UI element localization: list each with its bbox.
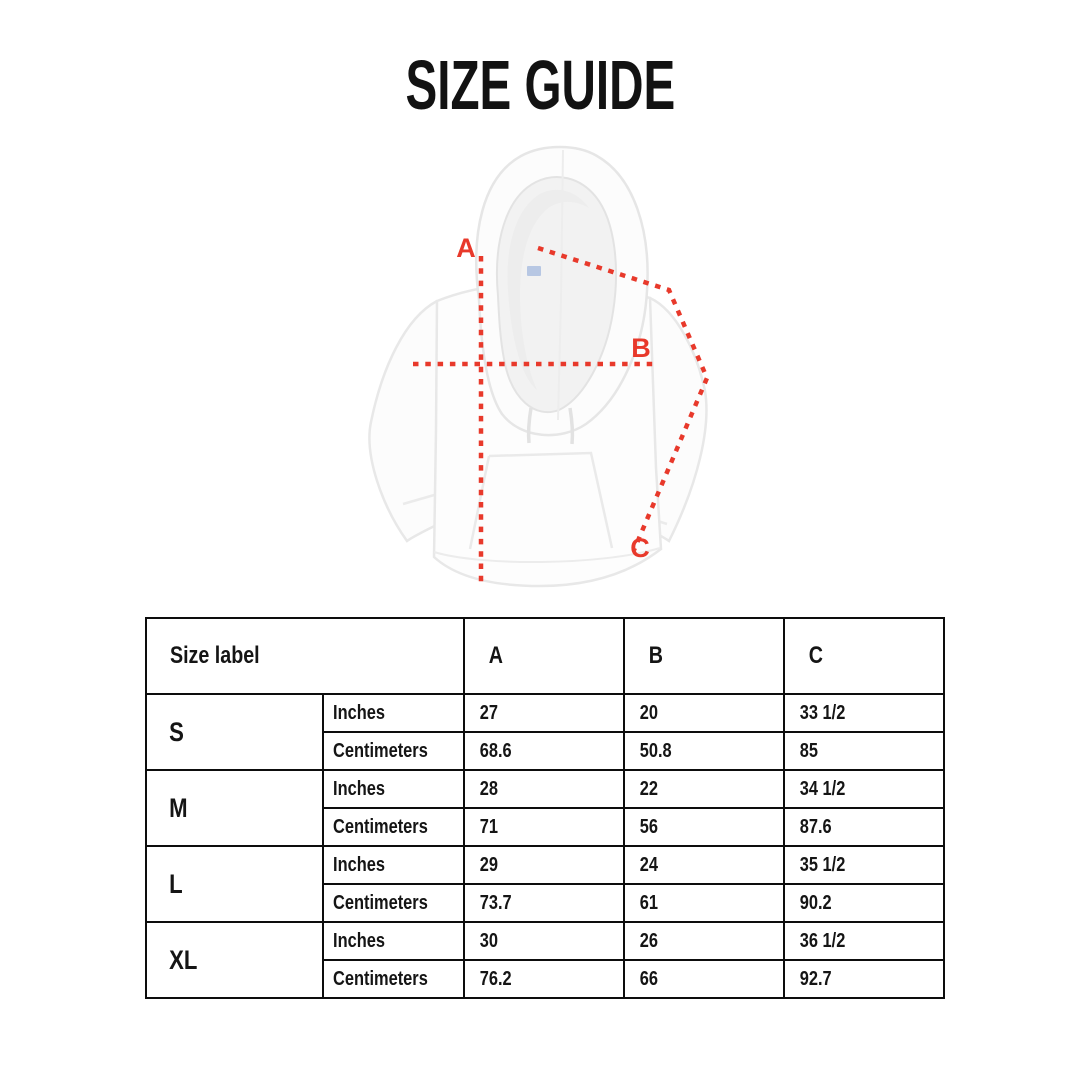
cell-value: 87.6 [799,815,832,838]
page-title-text: SIZE GUIDE [405,46,675,124]
value-cell [464,732,624,770]
cell-value: 26 [639,929,659,952]
unit-label: Inches [333,929,385,952]
cell-value: 29 [479,853,499,876]
value-cell [784,808,944,846]
header-col-c [784,618,944,694]
header-col-a [464,618,624,694]
cell-value: 68.6 [479,739,512,762]
value-cell [464,694,624,732]
value-cell [624,922,784,960]
cell-value: 28 [479,777,499,800]
cell-value: 61 [639,891,659,914]
hoodie-neck-label [527,266,541,276]
cell-value: 50.8 [639,739,672,762]
hoodie-illustration [369,147,706,586]
value-cell [624,732,784,770]
unit-cell [323,694,464,732]
size-label: XL [169,944,198,975]
header-size-label-text: Size label [169,642,260,669]
size-cell-s [146,694,323,770]
unit-label: Inches [333,777,385,800]
value-cell [624,808,784,846]
unit-label: Centimeters [333,739,428,762]
value-cell [784,770,944,808]
header-col-b-text: B [648,642,664,669]
cell-value: 66 [639,967,659,990]
cell-value: 27 [479,701,499,724]
table-row [146,694,944,732]
value-cell [624,884,784,922]
header-col-c-text: C [808,642,824,669]
unit-cell [323,770,464,808]
table-row [146,770,944,808]
unit-cell [323,884,464,922]
unit-label: Centimeters [333,815,428,838]
unit-label: Centimeters [333,967,428,990]
value-cell [624,846,784,884]
cell-value: 24 [639,853,659,876]
value-cell [784,960,944,998]
cell-value: 85 [799,739,819,762]
cell-value: 73.7 [479,891,512,914]
value-cell [464,922,624,960]
value-cell [624,960,784,998]
unit-cell [323,922,464,960]
value-cell [784,922,944,960]
measurement-label-a: A [456,233,476,263]
value-cell [784,732,944,770]
value-cell [464,770,624,808]
measurement-label-c: C [630,533,650,563]
value-cell [464,960,624,998]
value-cell [624,770,784,808]
header-size-label [146,618,464,694]
value-cell [464,846,624,884]
cell-value: 76.2 [479,967,512,990]
value-cell [784,846,944,884]
cell-value: 30 [479,929,499,952]
unit-cell [323,846,464,884]
size-label: M [169,792,188,823]
header-col-b [624,618,784,694]
size-label: S [169,716,184,747]
cell-value: 20 [639,701,659,724]
table-row [146,922,944,960]
unit-label: Centimeters [333,891,428,914]
cell-value: 22 [639,777,659,800]
value-cell [624,694,784,732]
cell-value: 36 1/2 [799,929,846,952]
size-cell-xl [146,922,323,998]
unit-cell [323,732,464,770]
unit-cell [323,960,464,998]
value-cell [464,808,624,846]
value-cell [784,884,944,922]
cell-value: 34 1/2 [799,777,846,800]
cell-value: 71 [479,815,499,838]
unit-label: Inches [333,701,385,724]
size-cell-m [146,770,323,846]
cell-value: 33 1/2 [799,701,846,724]
header-col-a-text: A [488,642,504,669]
size-table [145,617,945,999]
unit-label: Inches [333,853,385,876]
unit-cell [323,808,464,846]
value-cell [784,694,944,732]
value-cell [464,884,624,922]
cell-value: 35 1/2 [799,853,846,876]
size-cell-l [146,846,323,922]
table-header-row [146,618,944,694]
table-row [146,846,944,884]
size-label: L [169,868,183,899]
measurement-label-b: B [631,333,651,363]
cell-value: 56 [639,815,659,838]
cell-value: 90.2 [799,891,832,914]
cell-value: 92.7 [799,967,832,990]
